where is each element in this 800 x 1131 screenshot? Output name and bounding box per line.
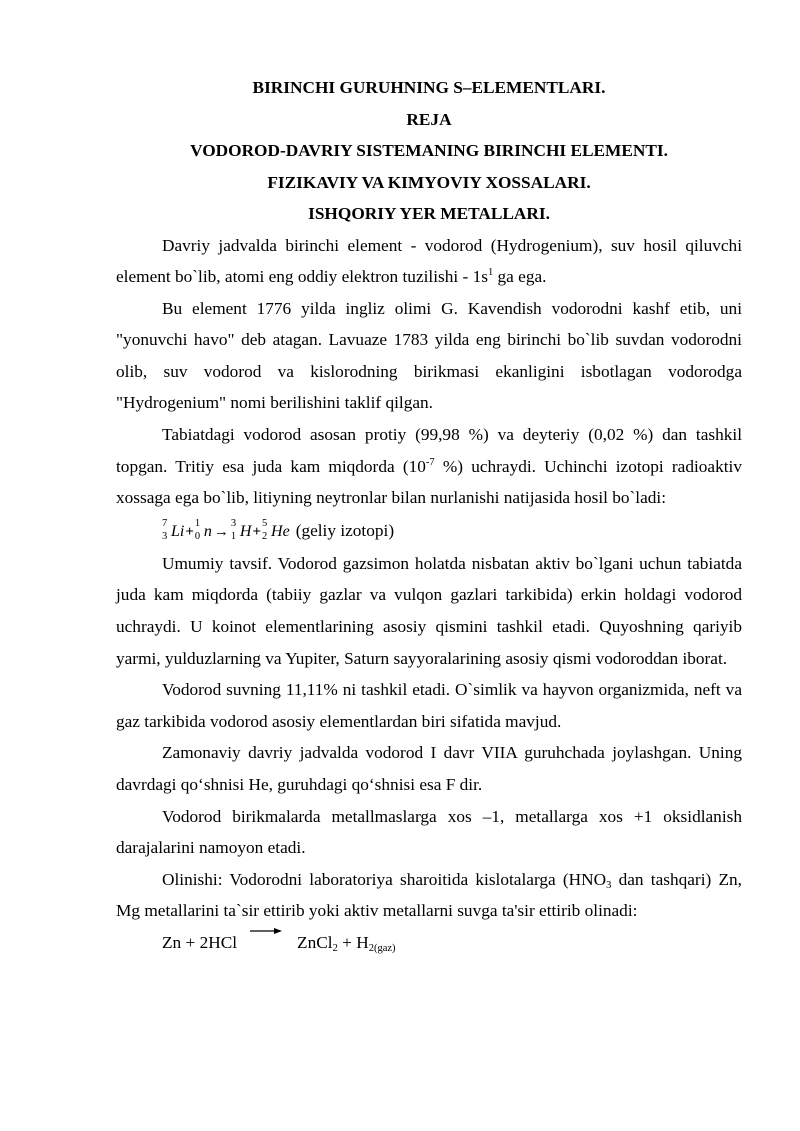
paragraph-general-description: Umumiy tavsif. Vodorod gazsimon holatda nisbatan aktiv bo`lgani uchun tabiatda juda kam miqdorda (tabiiy gazlar va vulqon gazlari tarkibida) erkin holdagi vodorod uchraydi. U koinot elementlarining asosiy qismini tashkil etadi. Quyoshning qariyib yarmi, yulduzlarning va Yupiter, Saturn sayyoralarining asosiy qismi vodoroddan iborat.	[116, 553, 742, 668]
paragraph-text: %) uchraydi. Uchinchi izotopi radioaktiv xossaga ega bo`lib, litiyning neytronlar bilan nurlanishi natijasida hosil bo`ladi:	[116, 456, 742, 508]
mass-number: 5	[262, 517, 268, 529]
subscript: 2	[332, 942, 338, 954]
formula-text: + H	[337, 932, 369, 952]
atomic-number: 1	[230, 530, 237, 542]
nuclear-reaction-formula	[116, 514, 742, 548]
paragraph-text: ga ega.	[493, 267, 547, 287]
formula-note: (geliy izotopi)	[295, 520, 395, 540]
nuclide-tritium	[231, 515, 252, 549]
paragraph-text: Tabiatdagi vodorod asosan protiy (99,98 %) va deyteriy (0,02 %) dan tashkil topgan. Tritiy esa juda kam miqdorda (10	[116, 425, 742, 476]
superscript: -7	[425, 456, 435, 468]
paragraph-preparation	[116, 864, 742, 927]
paragraph-history: Bu element 1776 yilda ingliz olimi G. Kavendish vodorodni kashf etib, uni "yonuvchi havo" deb atagan. Lavuaze 1783 yilda eng birinchi bo`lib suvdan vodorodni olib, suv vodorod va kislorodning birikmasi ekanligini isbotlagan vodorodga "Hydrogenium" nomi berilishini taklif qilgan.	[116, 298, 742, 413]
plan-heading: REJA	[406, 109, 452, 129]
document-page	[116, 72, 742, 959]
atomic-number: 2	[262, 530, 268, 542]
plus-sign: +	[185, 523, 194, 540]
paragraph-text: Olinishi: Vodorodni laboratoriya sharoitida kislotalarga (HNO	[162, 869, 607, 889]
atomic-number: 3	[162, 530, 168, 542]
formula-text: ZnCl	[297, 932, 333, 952]
superscript: 1	[487, 267, 494, 279]
paragraph-isotopes	[116, 419, 742, 514]
element-symbol: Li	[171, 522, 185, 540]
equation-reactants: Zn + 2HCl	[162, 932, 238, 952]
section-heading-alkaline-earth: ISHQORIY YER METALLARI.	[308, 204, 550, 223]
paragraph-periodic-position: Zamonaviy davriy jadvalda vodorod I davr VIIA guruhchada joylashgan. Uning davrdagi qo‘shnisi He, guruhdagi qo‘shnisi esa F dir.	[116, 743, 742, 794]
equation-products	[297, 933, 395, 952]
atomic-number: 0	[194, 530, 201, 542]
mass-number: 7	[162, 517, 168, 529]
paragraph-text: dan tashqari) Zn, Mg metallarini ta`sir ettirib yoki aktiv metallarni suvga ta'sir ettirib olinadi:	[116, 869, 742, 921]
mass-number: 1	[194, 517, 201, 529]
section-heading-properties: FIZIKAVIY VA KIMYOVIY XOSSALARI.	[267, 172, 591, 192]
element-symbol: H	[239, 522, 252, 540]
mass-number: 3	[230, 517, 237, 529]
element-symbol: He	[271, 522, 290, 540]
paragraph-text: Davriy jadvalda birinchi element - vodorod (Hydrogenium), suv hosil qiluvchi element bo`lib, atomi eng oddiy elektron tuzilishi - 1s	[116, 235, 742, 287]
reaction-arrow-icon: →	[213, 523, 229, 540]
plus-sign: +	[252, 523, 262, 540]
chemical-equation	[116, 927, 742, 959]
subscript: 3	[606, 879, 612, 891]
nuclide-lithium	[162, 515, 184, 549]
paragraph-intro	[116, 230, 742, 293]
paragraph-water-content: Vodorod suvning 11,11% ni tashkil etadi. O`simlik va hayvon organizmida, neft va gaz tarkibida vodorod asosiy elementlardan biri sifatida mavjud.	[116, 680, 742, 731]
paragraph-oxidation-states: Vodorod birikmalarda metallmaslarga xos –1, metallarga xos +1 oksidlanish darajalarini namoyon etadi.	[116, 806, 742, 858]
section-heading-hydrogen: VODOROD-DAVRIY SISTEMANING BIRINCHI ELEMENTI.	[190, 141, 668, 160]
nuclide-neutron	[195, 515, 212, 549]
nuclide-helium	[262, 515, 290, 549]
reaction-arrow-icon	[249, 927, 283, 947]
subscript: 2(gaz)	[368, 942, 396, 954]
element-symbol: n	[203, 522, 212, 540]
chapter-title: BIRINCHI GURUHNING S–ELEMENTLARI.	[252, 78, 606, 97]
